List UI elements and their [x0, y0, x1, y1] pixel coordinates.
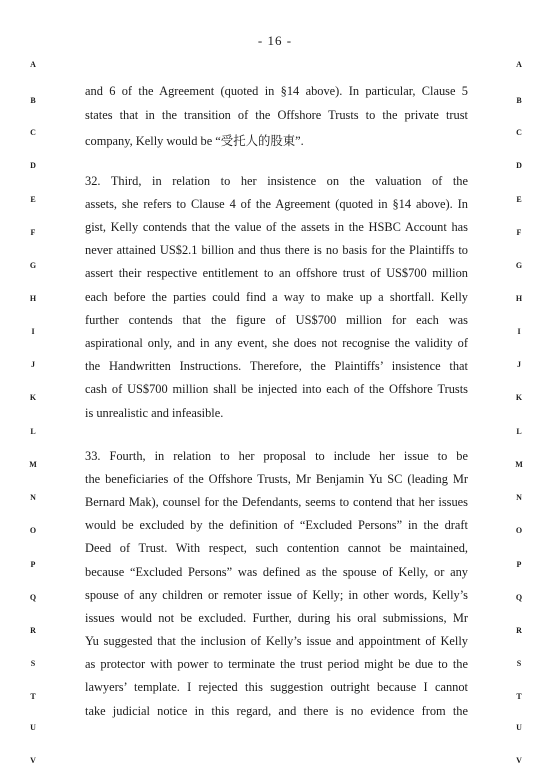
- right-margin-letter-d: D: [516, 161, 522, 170]
- right-margin-letter-i: I: [517, 327, 521, 336]
- text-line: the Handwritten Instructions. Therefore, the Plaintiffs’ insistence that: [85, 359, 468, 373]
- right-margin-letter-s: S: [516, 659, 522, 668]
- right-margin-letter-m: M: [515, 460, 523, 469]
- text-line: as protector with power to terminate the trust period might be due to the: [85, 657, 468, 671]
- text-line: and 6 of the Agreement (quoted in §14 above). In particular, Clause 5: [85, 84, 468, 98]
- left-margin-letter-m: M: [29, 460, 37, 469]
- text-line: assert their respective entitlement to an offshore trust of US$700 million: [85, 266, 468, 280]
- text-line: Deed of Trust. With respect, such contention cannot be maintained,: [85, 541, 468, 555]
- left-margin-letter-g: G: [29, 261, 37, 270]
- right-margin-letter-u: U: [516, 723, 522, 732]
- right-margin-letter-t: T: [516, 692, 522, 701]
- text-line: 33. Fourth, in relation to her proposal to include her issue to be: [85, 449, 468, 463]
- left-margin-letter-n: N: [30, 493, 36, 502]
- left-margin-letter-u: U: [30, 723, 36, 732]
- text-line: because “Excluded Persons” was defined as the spouse of Kelly, or any: [85, 565, 468, 579]
- text-line: aspirational only, and in any event, she does not recognise the validity of: [85, 336, 468, 350]
- left-margin-letter-e: E: [30, 195, 36, 204]
- right-margin-letter-p: P: [516, 560, 522, 569]
- left-margin-letter-p: P: [30, 560, 36, 569]
- right-margin-letter-j: J: [517, 360, 521, 369]
- left-margin-letter-v: V: [30, 756, 36, 765]
- right-margin-letter-l: L: [516, 427, 522, 436]
- text-line: Bernard Mak), counsel for the Defendants, seems to contend that her issues: [85, 495, 468, 509]
- text-line: further contends that the figure of US$700 million for each was: [85, 313, 468, 327]
- text-line: cash of US$700 million shall be injected into each of the Offshore Trusts: [85, 382, 468, 396]
- text-line: Yu suggested that the inclusion of Kelly’s issue and appointment of Kelly: [85, 634, 468, 648]
- right-margin-letter-v: V: [516, 756, 522, 765]
- right-margin-letter-b: B: [516, 96, 522, 105]
- text-line: lawyers’ template. I rejected this suggestion outright because I cannot: [85, 680, 468, 694]
- left-margin-letter-a: A: [30, 60, 36, 69]
- text-line: take judicial notice in this regard, and there is no evidence from the: [85, 704, 468, 718]
- right-margin-letter-h: H: [515, 294, 523, 303]
- text-line: assets, she refers to Clause 4 of the Agreement (quoted in §14 above). In: [85, 197, 468, 211]
- left-margin-letter-q: Q: [29, 593, 37, 602]
- left-margin-letter-l: L: [30, 427, 36, 436]
- left-margin-letter-o: O: [29, 526, 37, 535]
- left-margin-letter-c: C: [30, 128, 36, 137]
- right-margin-letter-e: E: [516, 195, 522, 204]
- left-margin-letter-s: S: [30, 659, 36, 668]
- right-margin-letter-k: K: [515, 393, 523, 402]
- text-line: 32. Third, in relation to her insistence on the valuation of the: [85, 174, 468, 188]
- text-line: company, Kelly would be “受托人的股東”.: [85, 134, 304, 148]
- right-margin-letter-g: G: [515, 261, 523, 270]
- left-margin-letter-f: F: [30, 228, 36, 237]
- text-line: the beneficiaries of the Offshore Trusts, Mr Benjamin Yu SC (leading Mr: [85, 472, 468, 486]
- page-number: - 16 -: [257, 33, 293, 48]
- text-line: is unrealistic and infeasible.: [85, 406, 224, 420]
- right-margin-letter-q: Q: [515, 593, 523, 602]
- right-margin-letter-c: C: [516, 128, 522, 137]
- text-line: gist, Kelly contends that the value of the assets in the HSBC Account has: [85, 220, 468, 234]
- right-margin-letter-f: F: [516, 228, 522, 237]
- left-margin-letter-d: D: [30, 161, 36, 170]
- left-margin-letter-b: B: [30, 96, 36, 105]
- left-margin-letter-h: H: [29, 294, 37, 303]
- left-margin-letter-j: J: [31, 360, 35, 369]
- right-margin-letter-a: A: [516, 60, 522, 69]
- text-line: would be excluded by the definition of “Excluded Persons” in the draft: [85, 518, 468, 532]
- right-margin-letter-r: R: [516, 626, 522, 635]
- right-margin-letter-o: O: [515, 526, 523, 535]
- text-line: never attained US$2.1 billion and thus there is no basis for the Plaintiffs to: [85, 243, 468, 257]
- left-margin-letter-k: K: [29, 393, 37, 402]
- text-line: each before the parties could find a way to make up a shortfall. Kelly: [85, 290, 468, 304]
- left-margin-letter-i: I: [31, 327, 35, 336]
- text-line: states that in the transition of the Offshore Trusts to the private trust: [85, 108, 468, 122]
- right-margin-letter-n: N: [516, 493, 522, 502]
- text-line: issues would not be excluded. Further, during his oral submissions, Mr: [85, 611, 468, 625]
- left-margin-letter-t: T: [30, 692, 36, 701]
- left-margin-letter-r: R: [30, 626, 36, 635]
- text-line: spouse of any children or remoter issue of Kelly; in other words, Kelly’s: [85, 588, 468, 602]
